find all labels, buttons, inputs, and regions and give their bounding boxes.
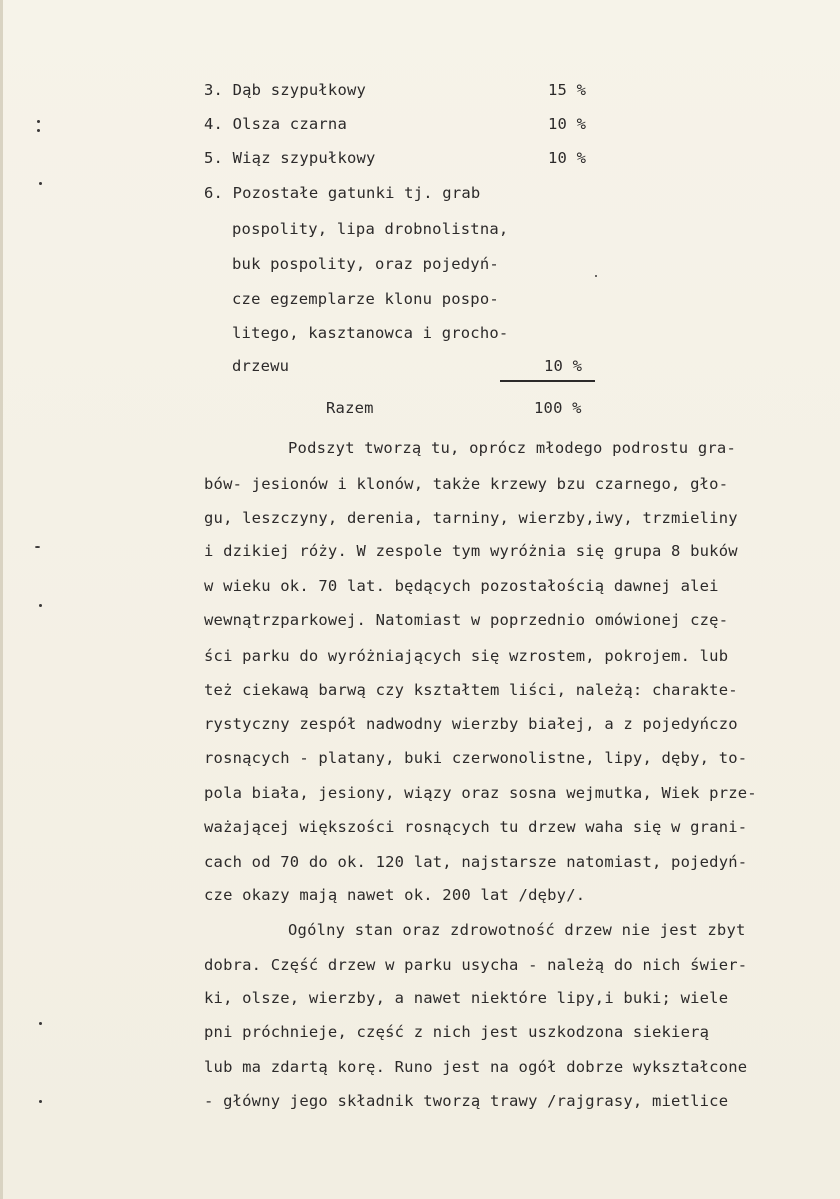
body-line: też ciekawą barwą czy kształtem liści, należą: charakte- [204, 681, 738, 699]
body-line: pola biała, jesiony, wiązy oraz sosna wejmutka, Wiek prze- [204, 784, 757, 802]
list-item-6-line: cze egzemplarze klonu pospo- [232, 290, 499, 308]
list-item-percent: 10 % [548, 149, 587, 167]
body-line: w wieku ok. 70 lat. będących pozostałością dawnej alei [204, 577, 719, 595]
list-item-6-line: 6. Pozostałe gatunki tj. grab [204, 184, 481, 202]
margin-mark [39, 604, 42, 607]
stray-mark [595, 275, 597, 277]
list-item-6-line: pospolity, lipa drobnolistna, [232, 220, 509, 238]
list-item-label: 4. Olsza czarna [204, 115, 347, 133]
body-line: rystyczny zespół nadwodny wierzby białej, a z pojedyńczo [204, 715, 738, 733]
sum-rule [500, 380, 595, 382]
body-line: wewnątrzparkowej. Natomiast w poprzednio omówionej czę- [204, 611, 729, 629]
body-line: bów- jesionów i klonów, także krzewy bzu czarnego, gło- [204, 475, 729, 493]
list-item-label: 3. Dąb szypułkowy [204, 81, 367, 99]
list-item-6-line: buk pospolity, oraz pojedyń- [232, 255, 499, 273]
body-line: Podszyt tworzą tu, oprócz młodego podrostu gra- [288, 439, 736, 457]
body-line: i dzikiej róży. W zespole tym wyróżnia się grupa 8 buków [204, 542, 738, 560]
body-line: Ogólny stan oraz zdrowotność drzew nie jest zbyt [288, 921, 746, 939]
margin-mark [35, 546, 40, 548]
body-line: ważającej większości rosnących tu drzew waha się w grani- [204, 818, 748, 836]
list-item-percent: 10 % [548, 115, 587, 133]
list-item-percent: 15 % [548, 81, 587, 99]
body-line: rosnących - platany, buki czerwonolistne, lipy, dęby, to- [204, 749, 748, 767]
list-item-label: 5. Wiąz szypułkowy [204, 149, 376, 167]
total-percent: 100 % [534, 399, 582, 417]
total-label: Razem [326, 399, 374, 417]
body-line: ści parku do wyróżniających się wzrostem, pokrojem. lub [204, 647, 729, 665]
body-line: cach od 70 do ok. 120 lat, najstarsze natomiast, pojedyń- [204, 853, 748, 871]
body-line: lub ma zdartą korę. Runo jest na ogół dobrze wykształcone [204, 1058, 748, 1076]
body-line: pni próchnieje, część z nich jest uszkodzona siekierą [204, 1023, 710, 1041]
list-item-percent: 10 % [544, 357, 583, 375]
margin-mark [37, 129, 40, 132]
margin-mark [37, 120, 40, 123]
list-item-6-line: drzewu [232, 357, 290, 375]
body-line: dobra. Część drzew w parku usycha - należą do nich świer- [204, 956, 748, 974]
margin-mark [39, 1100, 42, 1103]
margin-mark [39, 182, 42, 185]
body-line: - główny jego składnik tworzą trawy /rajgrasy, mietlice [204, 1092, 729, 1110]
list-item-6-line: litego, kasztanowca i grocho- [232, 324, 509, 342]
body-line: cze okazy mają nawet ok. 200 lat /dęby/. [204, 886, 586, 904]
body-line: gu, leszczyny, derenia, tarniny, wierzby,iwy, trzmieliny [204, 509, 738, 527]
body-line: ki, olsze, wierzby, a nawet niektóre lipy,i buki; wiele [204, 989, 729, 1007]
margin-mark [39, 1022, 42, 1025]
